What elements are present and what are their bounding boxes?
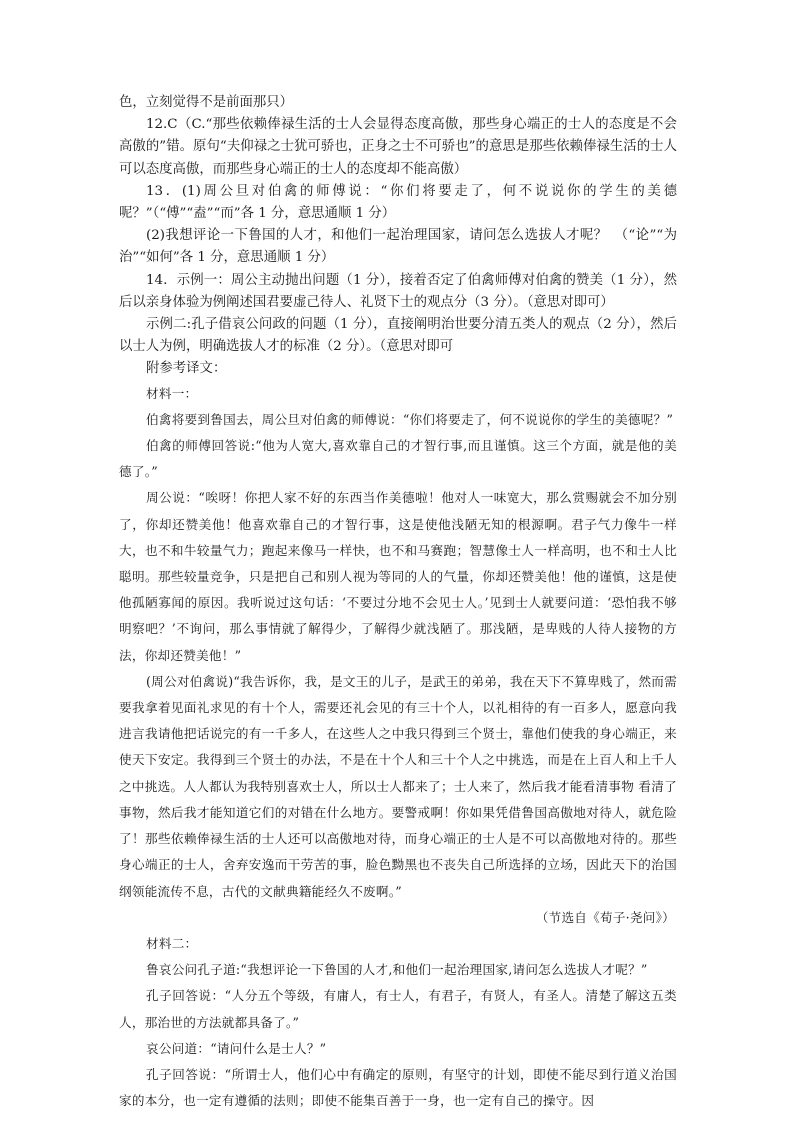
answer-12: 12.C（C.“那些依赖俸禄生活的士人会显得态度高傲，那些身心端正的士人的态度是不会高傲的”错。原句“夫仰禄之士犹可骄也，正身之士不可骄也”的意思是那些依赖俸禄生活的士人可以态度高傲，而那些身心端正的士人的态度却不能高傲） xyxy=(119,117,677,177)
answer-13-2: (2)我想评论一下鲁国的人才，和他们一起治理国家，请问怎么选拔人才呢？ （“论”“为治”“如何”各 1 分，意思通顺 1 分） xyxy=(119,228,677,266)
translation-paragraph: 周公说：“唉呀！你把人家不好的东西当作美德啦！他对人一味宽大，那么赏赐就会不加分别了，你却还赞美他！他喜欢靠自己的才智行事，这是使他浅陋无知的根源啊。君子气力像牛一样大，也不和牛较量气力；跑起来像马一样快，也不和马赛跑；智慧像士人一样高明，也不和士人比聪明。那些较量竞争，只是把自己和别人视为等同的人的气量，你却还赞美他！他的谨慎，这是使他孤陋寡闻的原因。我听说过这句话：‘不要过分地不会见士人。’见到士人就要问道：‘恐怕我不够明察吧？’不询问，那么事情就了解得少，了解得少就浅陋了。那浅陋，是卑贱的人待人接物的方法，你却还赞美他！” xyxy=(119,490,677,663)
answer-13-1: 13．(1)周公旦对伯禽的师傅说：“你们将要走了，何不说说你的学生的美德呢？”（“傅”“盍”“而”各 1 分，意思通顺 1 分） xyxy=(119,183,677,222)
answer-14-example-1: 14．示例一：周公主动抛出问题（1 分），接着否定了伯禽师傅对伯禽的赞美（1 分），然后以亲身体验为例阐述国君要虚己待人、礼贤下士的观点分（3 分）。（意思对即可） xyxy=(119,272,677,310)
translation-paragraph: 鲁哀公问孔子道:“我想评论一下鲁国的人才,和他们一起治理国家,请问怎么选拔人才呢？” xyxy=(146,962,648,978)
translation-heading: 附参考译文： xyxy=(146,361,227,377)
translation-paragraph: 伯禽的师傅回答说:“他为人宽大,喜欢靠自己的才智行事,而且谨慎。这三个方面，就是他的美德了。” xyxy=(119,438,677,480)
translation-paragraph: (周公对伯禽说)“我告诉你，我，是文王的儿子，是武王的弟弟，我在天下不算卑贱了，然而需要我拿着见面礼求见的有十个人，需要还礼会见的有三十个人，以礼相待的有一百多人，愿意向我进言我请他把话说完的有一千多人，在这些人之中我只得到三个贤士，靠他们使我的身心端正，来使天下安定。我得到三个贤士的办法，不是在十个人和三十个人之中挑选，而是在上百人和上千人之中挑选。人人都认为我特别喜欢士人，所以士人都来了；士人来了，然后我才能看清事物 看清了事物，然后我才能知道它们的对错在什么地方。要警戒啊！你如果凭借鲁国高傲地对待人，就危险了！那些依赖俸禄生活的士人还可以高傲地对待，而身心端正的士人是不可以高傲地对待的。那些身心端正的士人，舍弃安逸而干劳苦的事，脸色黝黑也不丧失自己所选择的立场，因此天下的治国纲领能流传不息，古代的文献典籍能经久不废啊。” xyxy=(119,673,677,899)
material-1-heading: 材料一： xyxy=(146,385,198,401)
source-citation: （节选自《荀子·尧问》） xyxy=(535,909,675,925)
answer-page xyxy=(119,92,677,1114)
material-2-heading: 材料二： xyxy=(146,935,198,951)
translation-paragraph: 伯禽将要到鲁国去，周公旦对伯禽的师傅说：“你们将要走了，何不说说你的学生的美德呢？” xyxy=(146,411,674,427)
answer-line-11-end: 色，立刻觉得不是前面那只） xyxy=(119,95,294,110)
translation-paragraph: 孔子回答说：“人分五个等级，有庸人，有士人，有君子，有贤人，有圣人。清楚了解这五类人，那治世的方法就都具备了。” xyxy=(119,988,677,1030)
translation-paragraph: 孔子回答说：“所谓士人，他们心中有确定的原则，有坚守的计划，即使不能尽到行道义治国家的本分，也一定有遵循的法则；即使不能集百善于一身，也一定有自己的操守。因 xyxy=(119,1066,677,1109)
translation-paragraph: 哀公问道：“请问什么是士人？” xyxy=(146,1040,327,1056)
answer-14-example-2: 示例二:孔子借哀公问政的问题（1 分），直接阐明治世要分清五类人的观点（2 分），然后以士人为例，明确选拔人才的标准（2 分）。（意思对即可 xyxy=(119,317,677,355)
